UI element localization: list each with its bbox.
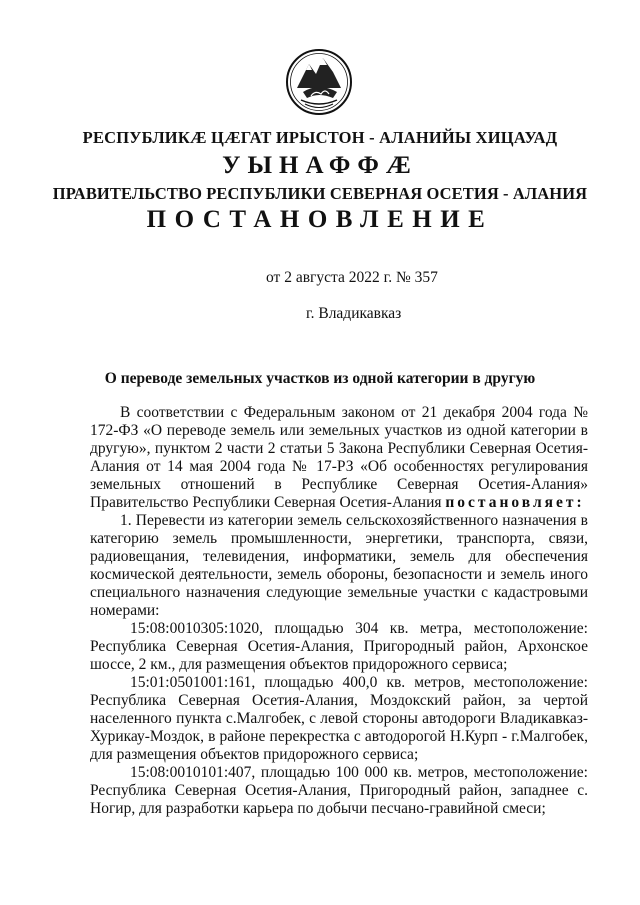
coat-of-arms-emblem (285, 48, 353, 116)
parcel-1-paragraph: 15:08:0010305:1020, площадью 304 кв. метра, местоположение: Республика Северная Осетия-Алания, Пригородный район, Архонское шоссе, 2 км., для размещения объектов придорожного сервиса; (90, 620, 588, 673)
item-1-paragraph: 1. Перевести из категории земель сельскохозяйственного назначения в категорию земель промышленности, энергетики, транспорта, связи, радиовещания, телевидения, информатики, земель для обеспечения космической деятельности, земель обороны, безопасности и земель иного специального назначения следующие земельные участки с кадастровыми номерами: (90, 512, 588, 619)
doc-type-ossetian: УЫНАФФӔ (222, 152, 418, 179)
parcel-2-paragraph: 15:01:0501001:161, площадью 400,0 кв. метров, местоположение: Республика Северная Осетия-Алания, Моздокский район, за чертой населенного пункта с.Малгобек, с левой стороны автодороги Владикавказ-Хурикау-Моздок, в районе перекрестка с автодорогой Н.Курп - г.Малгобек, для размещения объектов придорожного сервиса; (90, 674, 588, 763)
date-number: от 2 августа 2022 г. № 357 (266, 269, 438, 286)
decree-word: постановляет: (445, 494, 585, 511)
document-body (90, 404, 588, 818)
city: г. Владикавказ (306, 305, 402, 322)
subject-heading: О переводе земельных участков из одной категории в другую (104, 370, 536, 387)
parcel-3-paragraph: 15:08:0010101:407, площадью 100 000 кв. метров, местоположение: Республика Северная Осетия-Алания, Пригородный район, западнее с. Ногир, для разработки карьера по добычи песчано-гравийной смеси; (90, 764, 588, 817)
doc-type-russian: ПОСТАНОВЛЕНИЕ (146, 206, 494, 233)
header-title-ossetian: РЕСПУБЛИКӔ ЦӔГАТ ИРЫСТОН - АЛАНИЙЫ ХИЦАУАД (82, 128, 558, 147)
preamble-paragraph (90, 404, 588, 512)
header-title-russian: ПРАВИТЕЛЬСТВО РЕСПУБЛИКИ СЕВЕРНАЯ ОСЕТИЯ - АЛАНИЯ (52, 184, 588, 203)
preamble-text: В соответствии с Федеральным законом от 21 декабря 2004 года № 172-ФЗ «О переводе земель или земельных участков из одной категории в другую», пунктом 2 части 2 статьи 5 Закона Республики Северная Осетия-Алания от 14 мая 2004 года № 17-РЗ «Об особенностях регулирования земельных отношений в Республике Северная Осетия-Алания» Правительство Республики Северная Осетия-Алания (90, 404, 588, 511)
